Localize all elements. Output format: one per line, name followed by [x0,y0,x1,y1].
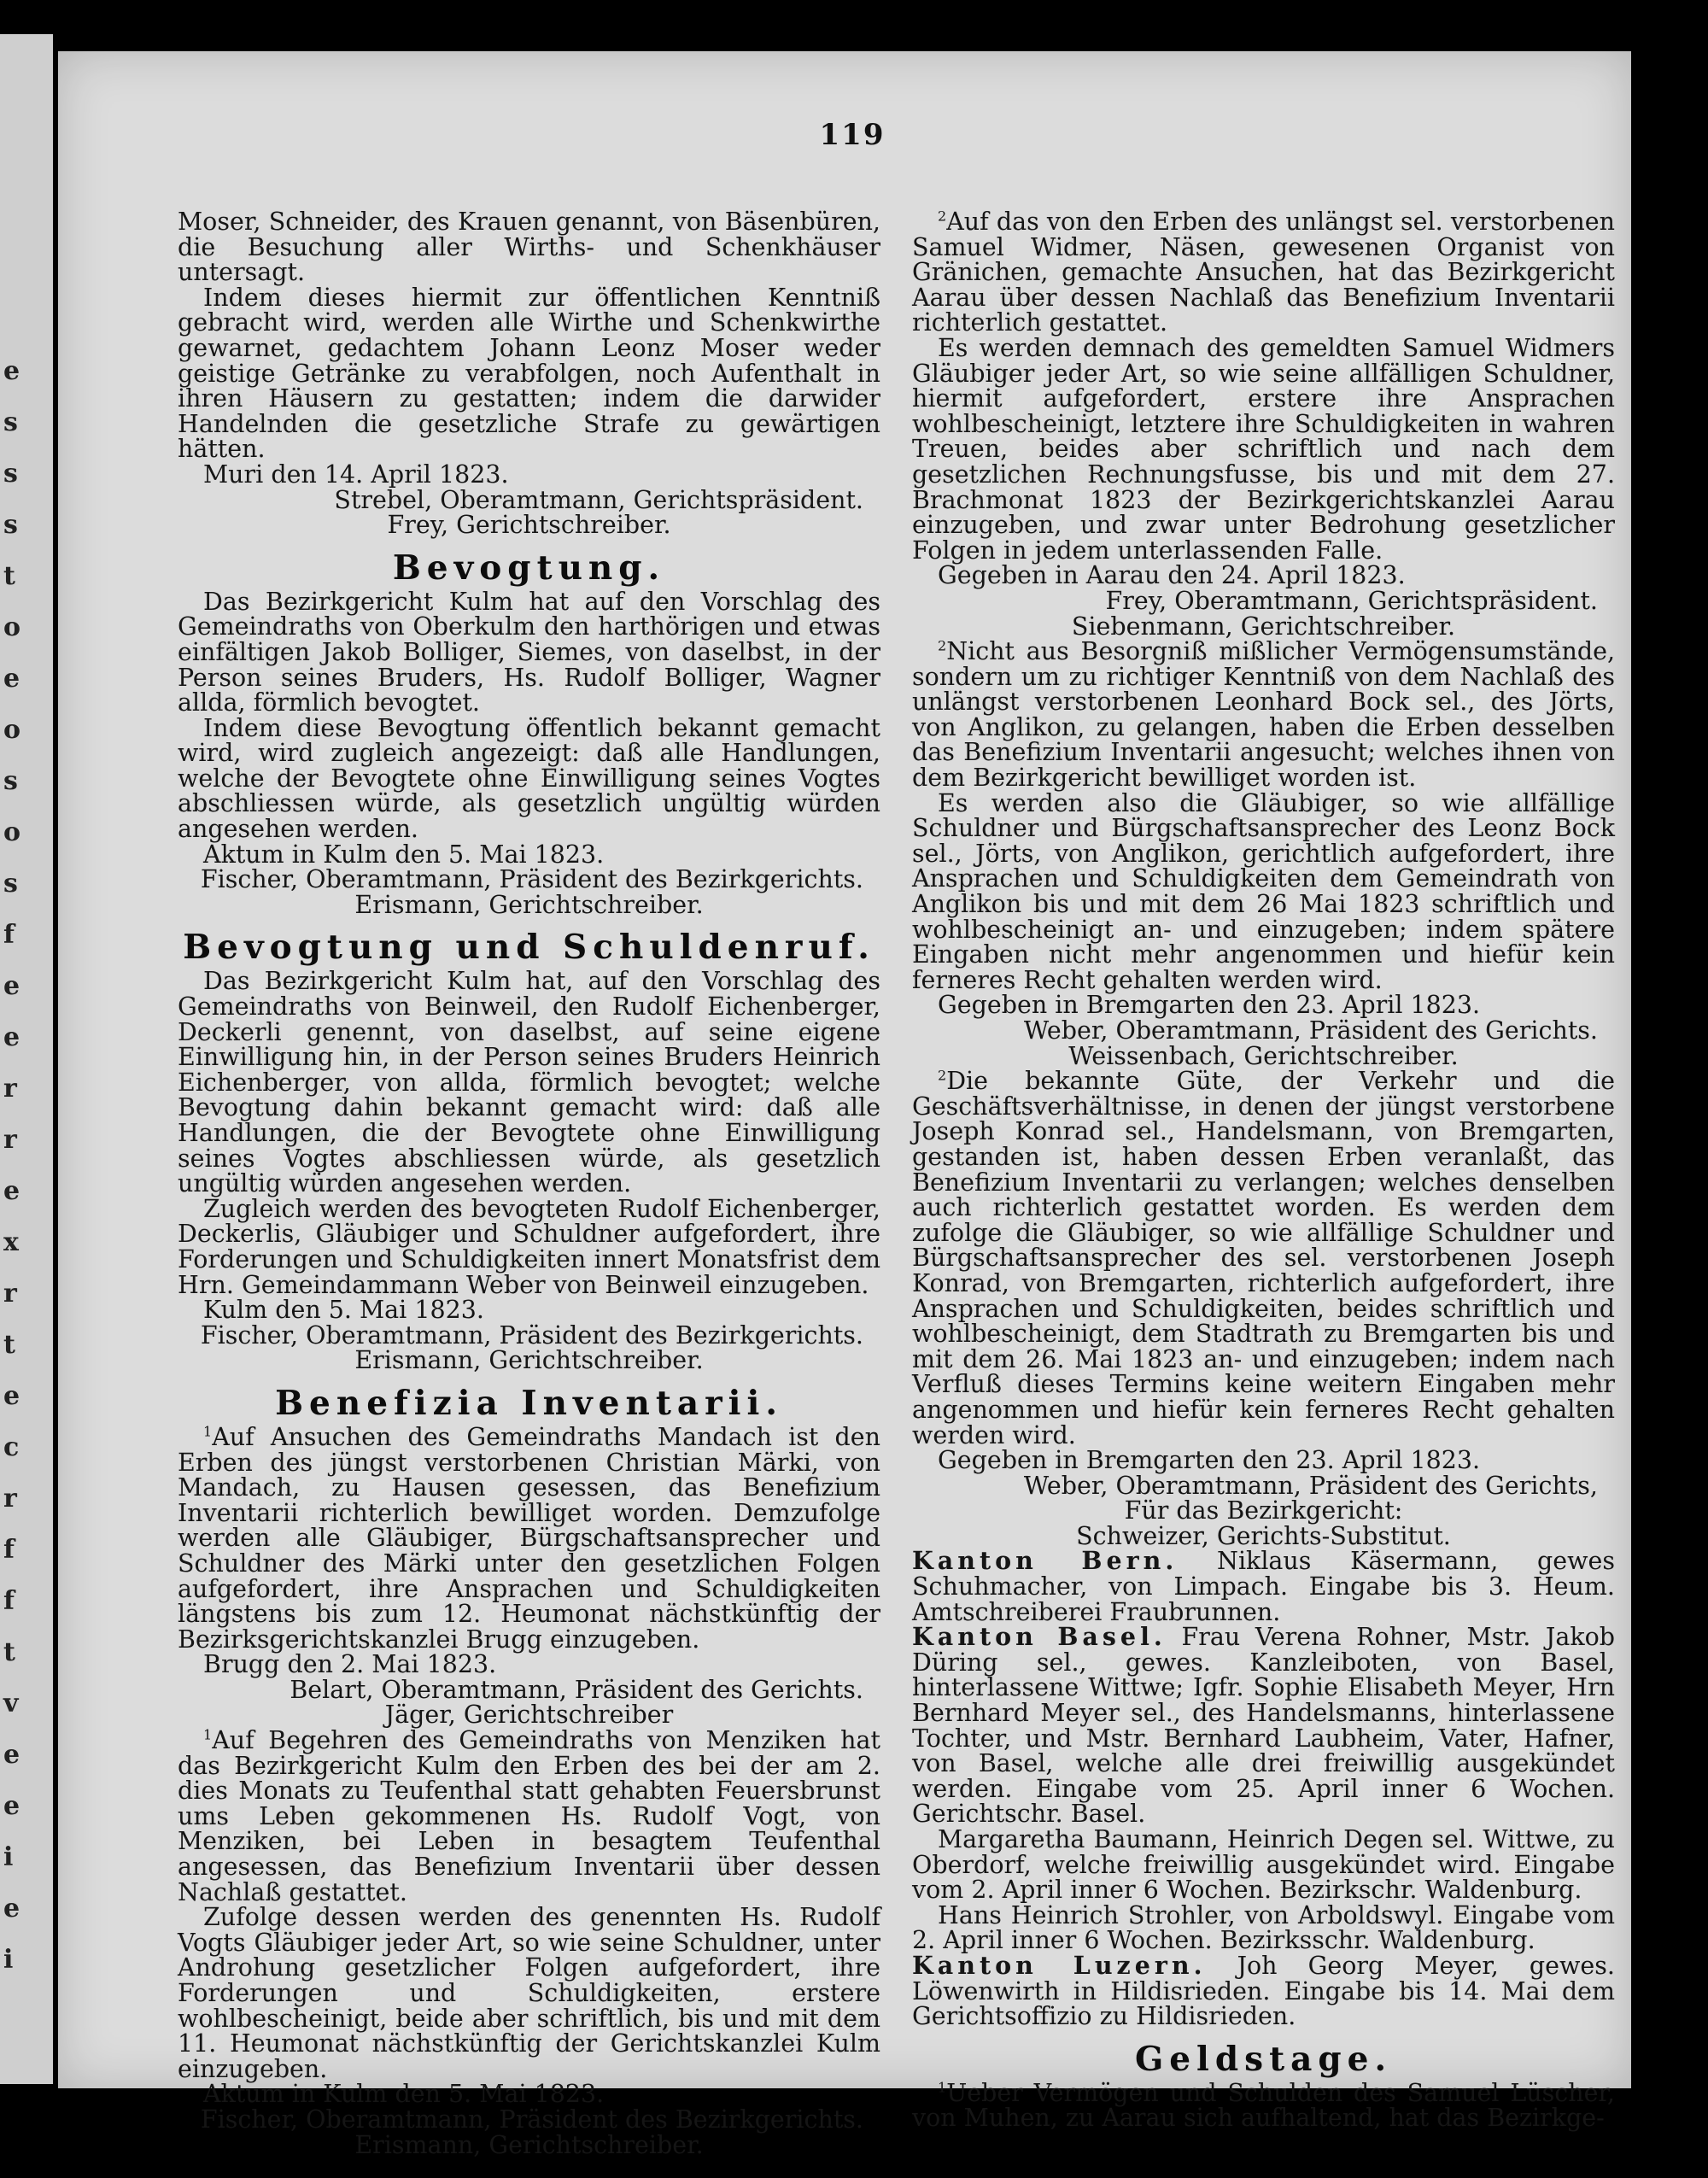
benefizia-date-1: Brugg den 2. Mai 1823. [203,1650,497,1679]
previous-page-letter: v [3,1689,19,1718]
benefizia-signature-2a: Fischer, Oberamtmann, Präsident des Bezirkgerichts. [200,2105,863,2134]
right-column [912,209,1615,2131]
intro-paragraph-2: Indem dieses hiermit zur öffentlichen Kenntniß gebracht wird, werden alle Wirthe und Schenkwirthe gewarnet, gedachtem Johann Leonz Moser weder geistige Getränke zu verabfolgen, noch Aufenthalt in ihren Häusern zu gestatten; indem die darwider Handelnden die gesetzliche Strafe zu gewärtigen hätten. [178,283,880,464]
schuldenruf-paragraph-2: Zugleich werden des bevogteten Rudolf Eichenberger, Deckerlis, Gläubiger und Schuldner aufgefordert, ihre Forderungen und Schuldigkeiten innert Monatsfrist dem Hrn. Gemeindammann Weber von Beinweil einzugeben. [178,1194,880,1299]
heading-schuldenruf: Bevogtung und Schuldenruf. [183,928,875,968]
document-page [58,51,1631,2159]
previous-page-letter: f [3,1586,15,1616]
benefizia-paragraph-1: $^1$Auf Ansuchen des Gemeindraths Mandach ist den Erben des jüngst verstorbenen Christian Märki, von Mandach, zu Hausen gesessen, das Benefizium Inventarii richterlich bewilliget worden. Demzufolge werden alle Gläubiger, Bürgschaftsansprecher und Schuldner des Märki unter den gesetzlichen Folgen aufgefordert, ihre Ansprachen und Schuldigkeiten längstens bis zum 12. Heumonat nächstkünftig der Bezirksgerichtskanzlei Brugg einzugeben. [178,1422,880,1654]
bock-signature-2: Weissenbach, Gerichtschreiber. [1068,1041,1459,1070]
previous-page-letter: s [3,766,18,796]
intro-signature-2: Frey, Gerichtschreiber. [387,511,671,540]
intro-signature-1: Strebel, Oberamtmann, Gerichtspräsident. [334,485,863,514]
previous-page-letter: r [3,1125,17,1155]
previous-page-letter: e [3,1381,20,1411]
heading-geldstage: Geldstage. [1134,2039,1393,2079]
bevogtung-paragraph-1: Das Bezirkgericht Kulm hat auf den Vorschlag des Gemeindraths von Oberkulm den harthörigen und etwas einfältigen Jakob Bolliger, Siemes, von daselbst, in der Person seines Bruders, Hs. Rudolf Bolliger, Wagner allda, förmlich bevogtet. [178,587,880,717]
widmer-signature-2: Siebenmann, Gerichtschreiber. [1071,612,1456,641]
bevogtung-signature-2: Erismann, Gerichtschreiber. [354,890,704,919]
previous-page-letter: s [3,407,18,437]
bock-date: Gegeben in Bremgarten den 23. April 1823. [938,991,1481,1020]
bevogtung-date: Aktum in Kulm den 5. Mai 1823. [203,840,605,869]
heading-bevogtung: Bevogtung. [392,547,666,588]
schuldenruf-paragraph-1: Das Bezirkgericht Kulm hat, auf den Vorschlag des Gemeindraths von Beinweil, den Rudolf Eichenberger, Deckerli genennt, von daselbst, auf seine eigene Einwilligung hin, in der Person seines Bruders Heinrich Eichenberger, von allda, förmlich bevogtet; welche Bevogtung dahin bekannt gemacht wird: daß alle Handlungen, die der Bevogtete ohne Einwilligung seines Vogtes abschliessen würde, als gesetzlich ungültig würden angesehen werden. [178,967,880,1198]
previous-page-letter: e [3,1022,20,1052]
previous-page-letter: e [3,1176,20,1206]
footnote-marker: 1 [203,1423,213,1440]
previous-page-letter: s [3,869,18,899]
benefizia-paragraph-3: Zufolge dessen werden des genennten Hs. Rudolf Vogts Gläubiger jeder Art, so wie seine Schuldner, unter Androhung gesetzlicher Folgen aufgefordert, ihre Forderungen und Schuldigkeiten, erstere wohlbescheinigt, beide aber schriftlich, bis und mit dem 11. Heumonat nächstkünftig der Gerichtskanzlei Kulm einzugeben. [178,1903,880,2083]
bevogtung-signature-1: Fischer, Oberamtmann, Präsident des Bezirkgerichts. [200,865,863,894]
previous-page-letter: s [3,459,18,489]
previous-page-letter: t [3,561,15,591]
previous-page-letter: t [3,1330,15,1360]
page-number: 119 [819,118,886,152]
kanton-bern-entry: Kanton Bern. Niklaus Käsermann, gewes Schuhmacher, von Limpach. Eingabe bis 3. Heum. Amtschreiberei Fraubrunnen. [912,1546,1615,1626]
previous-page-letter: t [3,1637,15,1667]
footnote-marker: 2 [938,1067,947,1084]
widmer-date: Gegeben in Aarau den 24. April 1823. [938,561,1406,590]
konrad-signature-3: Schweizer, Gerichts-Substitut. [1076,1521,1451,1550]
bevogtung-paragraph-2: Indem diese Bevogtung öffentlich bekannt gemacht wird, wird zugleich angezeigt: daß alle Handlungen, welche der Bevogtete ohne Einwilligung seines Vogtes abschliessen würde, als gesetzlich ungültig würden angesehen werden. [178,713,880,844]
kanton-bern-label: Kanton Bern. [912,1546,1179,1576]
previous-page-letter: f [3,1535,15,1565]
previous-page-letter: x [3,1227,19,1257]
benefizia-signature-1a: Belart, Oberamtmann, Präsident des Gerichts. [290,1675,863,1704]
heading-benefizia: Benefizia Inventarii. [275,1383,783,1423]
kanton-basel-entry-3: Hans Heinrich Strohler, von Arboldswyl. Eingabe vom 2. April inner 6 Wochen. Bezirksschr. Waldenburg. [912,1900,1615,1955]
konrad-paragraph-1: $^2$Die bekannte Güte, der Verkehr und die Geschäftsverhältnisse, in denen der jüngst verstorbene Joseph Konrad sel., Handelsmann, von Bremgarten, gestanden ist, haben dessen Erben veranlaßt, das Benefizium Inventarii zu verlangen; welches denselben auch richterlich gestattet worden. Es werden dem zufolge die Gläubiger, so wie allfällige Schuldner und Bürgschaftsansprecher des sel. verstorbenen Joseph Konrad, von Bremgarten, richterlich aufgefordert, ihre Ansprachen und Schuldigkeiten, beides schriftlich und wohlbescheinigt, dem Stadtrath zu Bremgarten bis und mit dem 26. Mai 1823 an- und einzugeben; indem nach Verfluß dieses Termins keine weitern Eingaben mehr angenommen und hiefür kein ferneres Recht gehalten werden wird. [912,1067,1615,1449]
footnote-marker: 1 [203,1726,213,1743]
bock-paragraph-2: Es werden also die Gläubiger, so wie allfällige Schuldner und Bürgschaftsansprecher des Leonz Bock sel., Jörts, von Anglikon, gerichtlich aufgefordert, ihre Ansprachen und Schuldigkeiten dem Gemeindrath von Anglikon bis und mit dem 26 Mai 1823 schriftlich und wohlbescheinigt an- und einzugeben; indem spätere Eingaben nicht mehr angenommen und hiefür kein ferneres Recht gehalten werden wird. [912,788,1615,994]
previous-page-letter: e [3,664,20,694]
schuldenruf-date: Kulm den 5. Mai 1823. [203,1296,484,1325]
previous-page-letter: r [3,1279,17,1309]
previous-page-letter: e [3,1740,20,1770]
previous-page-letter: o [3,715,21,745]
widmer-paragraph-1: $^2$Auf das von den Erben des unlängst sel. verstorbenen Samuel Widmer, Näsen, gewesenen Organist von Gränichen, gemachte Ansuchen, hat das Bezirkgericht Aarau über dessen Nachlaß das Benefizium Inventarii richterlich gestattet. [912,208,1615,337]
intro-paragraph-1: Moser, Schneider, des Krauen genannt, von Bäsenbüren, die Besuchung aller Wirths- und Schenkhäuser untersagt. [178,208,880,287]
kanton-luzern-label: Kanton Luzern. [912,1950,1207,1980]
benefizia-paragraph-2: $^1$Auf Begehren des Gemeindraths von Menziken hat das Bezirkgericht Kulm den Erben des bei der am 2. dies Monats zu Teufenthal statt gehabten Feuersbrunst ums Leben gekommenen Hs. Rudolf Vogt, von Menziken, bei Leben in besagtem Teufenthal angesessen, das Benefizium Inventarii über dessen Nachlaß gestattet. [178,1726,880,1906]
bock-signature-1: Weber, Oberamtmann, Präsident des Gerichts. [1023,1016,1598,1045]
previous-page-letter: e [3,971,20,1001]
schuldenruf-signature-1: Fischer, Oberamtmann, Präsident des Bezirkgerichts. [200,1320,863,1350]
previous-page-letter: r [3,1484,17,1513]
previous-page-letter: s [3,510,18,540]
previous-page-letter: o [3,817,21,847]
previous-page-letter: e [3,1791,20,1821]
schuldenruf-signature-2: Erismann, Gerichtschreiber. [354,1346,704,1375]
benefizia-signature-1b: Jäger, Gerichtschreiber [384,1701,674,1730]
previous-page-letter: r [3,1074,17,1104]
benefizia-signature-2b: Erismann, Gerichtschreiber. [354,2130,704,2159]
konrad-signature-2: Für das Bezirkgericht: [1124,1496,1403,1525]
widmer-signature-1: Frey, Oberamtmann, Gerichtspräsident. [1105,586,1598,615]
previous-page-letter: f [3,920,15,950]
footnote-marker: 2 [938,208,947,225]
konrad-date: Gegeben in Bremgarten den 23. April 1823. [938,1446,1481,1475]
kanton-basel-label: Kanton Basel. [912,1622,1167,1652]
previous-page-letter: c [3,1432,20,1462]
widmer-paragraph-2: Es werden demnach des gemeldten Samuel Widmers Gläubiger jeder Art, so wie seine allfälligen Schuldner, hiermit aufgefordert, erstere ihre Ansprachen wohlbescheinigt, letztere ihre Schuldigkeiten in wahren Treuen, beides aber schriftlich und nach dem gesetzlichen Rechnungsfusse, bis und mit dem 27. Brachmonat 1823 der Bezirkgerichtskanzlei Aarau einzugeben, und zwar unter Bedrohung gesetzlicher Folgen in jedem unterlassenden Falle. [912,333,1615,565]
kanton-luzern-entry: Kanton Luzern. Joh Georg Meyer, gewes. Löwenwirth in Hildisrieden. Eingabe bis 14. Mai dem Gerichtsoffizio zu Hildisrieden. [912,1950,1615,2031]
previous-page-letter: o [3,612,21,642]
previous-page-letters [0,34,53,2084]
kanton-basel-entry-1: Kanton Basel. Frau Verena Rohner, Mstr. Jakob Düring sel., gewes. Kanzleiboten, von Basel, hinterlassene Wittwe; Igfr. Sophie Elisabeth Meyer, Hrn Bernhard Meyer sel., des Handelsmanns, hinterlassene Tochter, und Mstr. Bernhard Laubheim, Vater, Hafner, von Basel, welche alle drei freiwillig ausgekündet werden. Eingabe vom 25. April inner 6 Wochen. Gerichtschr. Basel. [912,1622,1615,1829]
kanton-basel-entry-2: Margaretha Baumann, Heinrich Degen sel. Wittwe, zu Oberdorf, welche freiwillig ausgekündet wird. Eingabe vom 2. April inner 6 Wochen. Bezirkschr. Waldenburg. [912,1825,1615,1905]
geldstage-paragraph-1: $^1$Ueber Vermögen und Schulden des Samuel Lüscher, von Muhen, zu Aarau sich aufhaltend, hat das Bezirkge- [912,2078,1615,2133]
footnote-marker: 2 [938,637,947,654]
previous-page-letter: e [3,356,20,386]
left-column [178,209,880,2158]
previous-page-letter: e [3,1894,20,1923]
previous-page-letter: i [3,1945,14,1975]
konrad-signature-1: Weber, Oberamtmann, Präsident des Gerichts, [1023,1471,1598,1500]
benefizia-date-2: Aktum in Kulm den 5. Mai 1823. [203,2080,605,2109]
footnote-marker: 1 [938,2079,947,2096]
intro-date: Muri den 14. April 1823. [203,460,509,489]
bock-paragraph-1: $^2$Nicht aus Besorgniß mißlicher Vermögensumstände, sondern um zu richtiger Kenntniß von dem Nachlaß des unlängst verstorbenen Leonhard Bock sel., des Jörts, von Anglikon, zu gelangen, haben die Erben desselben das Benefizium Inventarii angesucht; welches ihnen von dem Bezirkgericht bewilliget worden ist. [912,637,1615,793]
previous-page-letter: i [3,1842,14,1872]
